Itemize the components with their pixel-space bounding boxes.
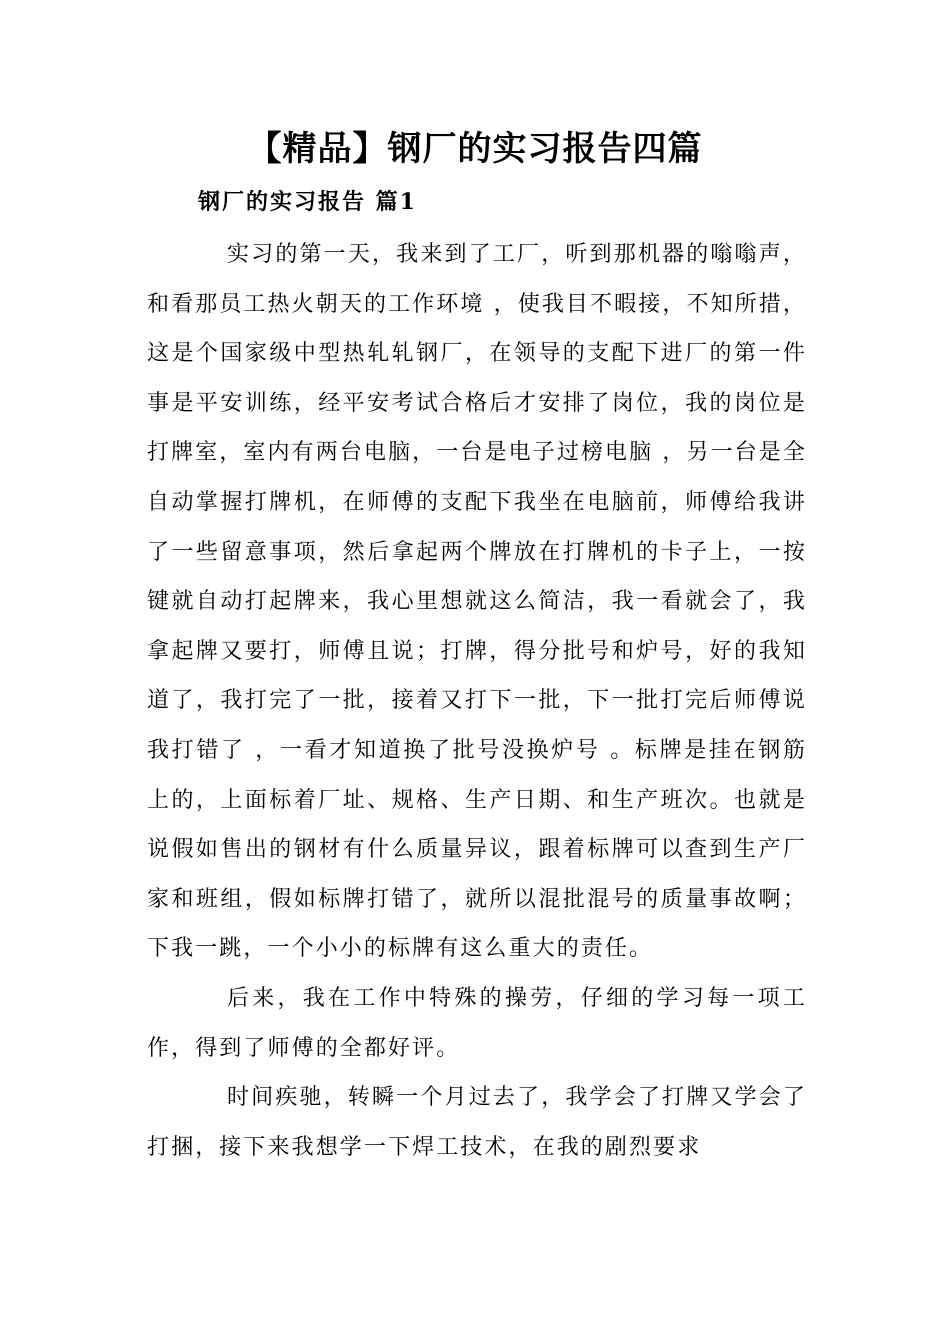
document-body	[147, 230, 807, 1172]
paragraph-1: 实习的第一天，我来到了工厂，听到那机器的嗡嗡声，和看那员工热火朝天的工作环境 ，使我目不暇接，不知所措，这是个国家级中型热轧轧钢厂，在领导的支配下进厂的第一件事是平安训练，经平安考试合格后才安排了岗位，我的岗位是打牌室，室内有两台电脑，一台是电子过榜电脑 ，另一台是全自动掌握打牌机，在师傅的支配下我坐在电脑前，师傅给我讲了一些留意事项，然后拿起两个牌放在打牌机的卡子上，一按键就自动打起牌来，我心里想就这么简洁，我一看就会了，我拿起牌又要打，师傅且说；打牌，得分批号和炉号，好的我知道了，我打完了一批，接着又打下一批，下一批打完后师傅说我打错了 ，一看才知道换了批号没换炉号 。标牌是挂在钢筋上的，上面标着厂址、规格、生产日期、和生产班次。也就是说假如售出的钢材有什么质量异议，跟着标牌可以查到生产厂家和班组，假如标牌打错了，就所以混批混号的质量事故啊；下我一跳，一个小小的标牌有这么重大的责任。	[147, 242, 807, 962]
section-heading: 钢厂的实习报告 篇1	[198, 189, 417, 215]
paragraph-3: 时间疾驰，转瞬一个月过去了，我学会了打牌又学会了打捆，接下来我想学一下焊工技术，在我的剧烈要求	[147, 1085, 807, 1160]
paragraph-2: 后来，我在工作中特殊的操劳，仔细的学习每一项工作，得到了师傅的全都好评。	[147, 985, 807, 1061]
document-title: 【精品】钢厂的实习报告四篇	[247, 129, 703, 169]
